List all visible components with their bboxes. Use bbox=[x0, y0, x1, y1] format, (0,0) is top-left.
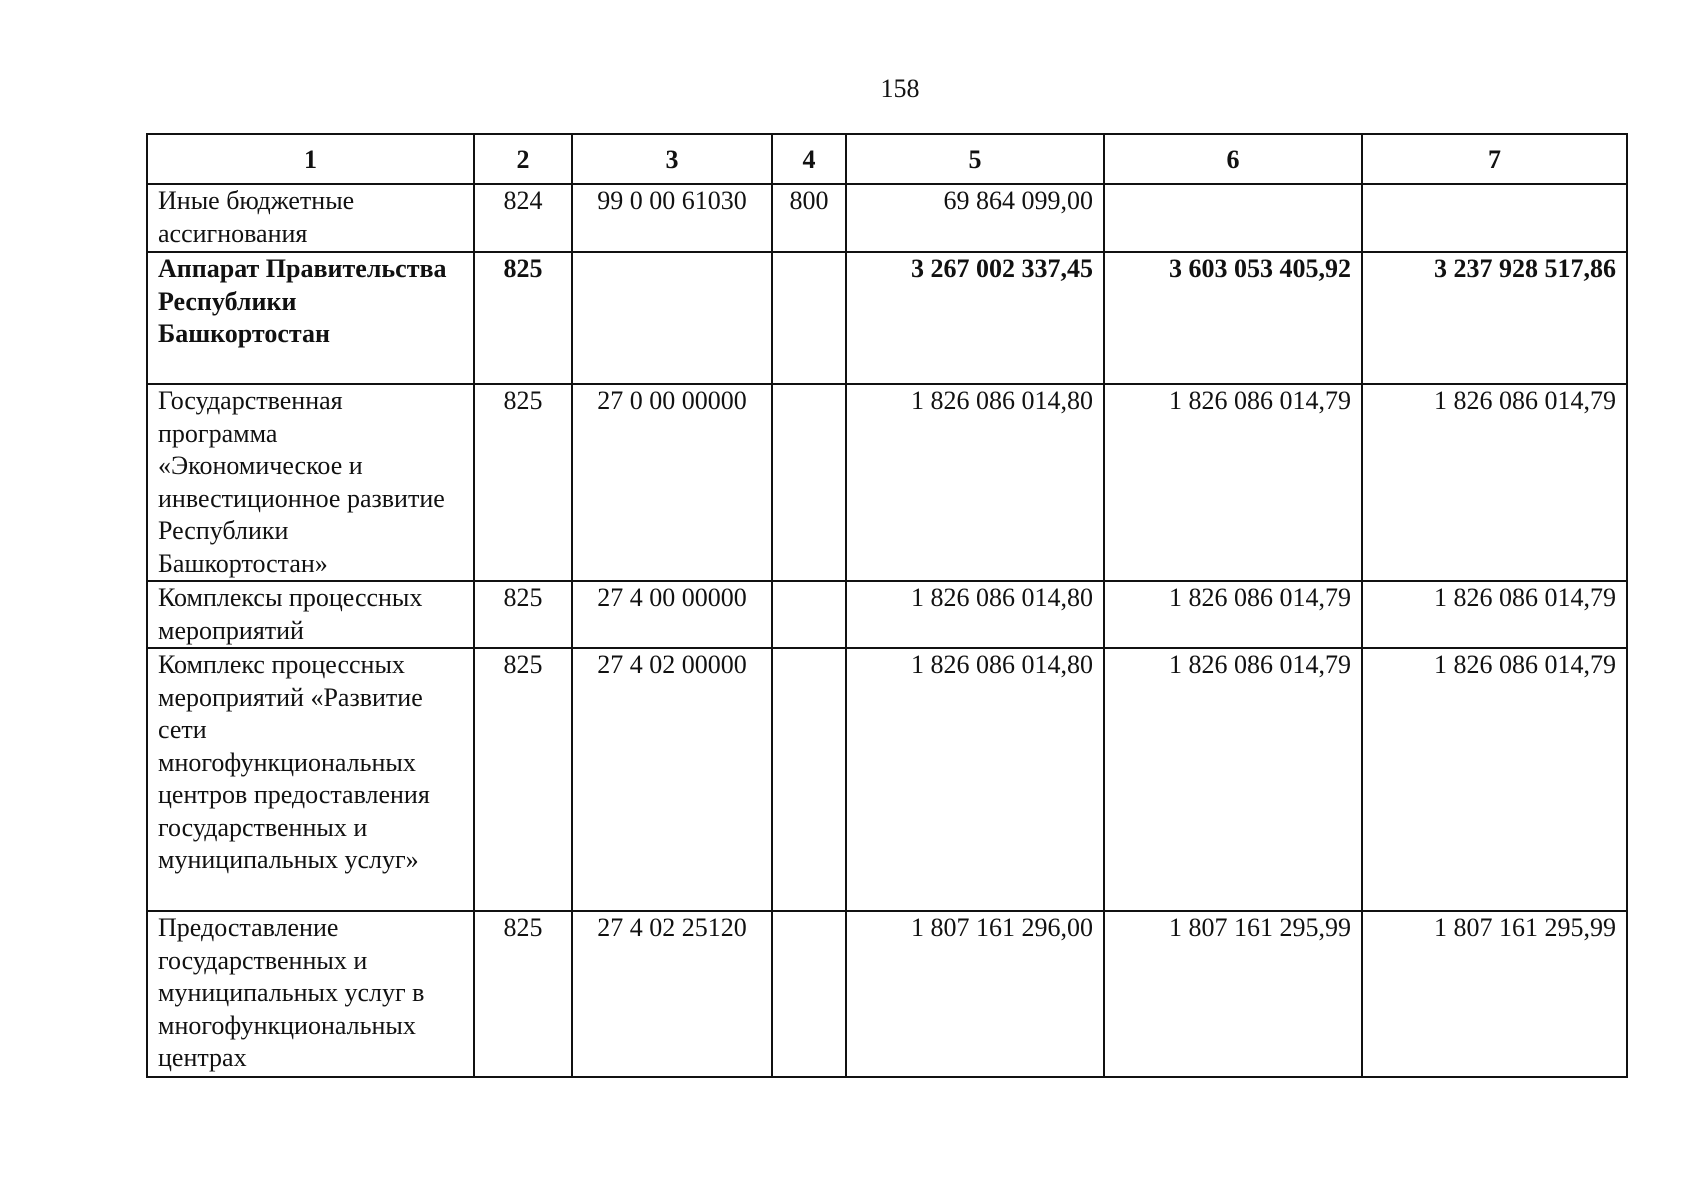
amount-year-2: 1 826 086 014,79 bbox=[1104, 384, 1362, 581]
row-name: Комплекс процессных мероприятий «Развитие сети многофункциональных центров предоставления государственных и муниципальных услуг» bbox=[147, 648, 474, 911]
budget-table bbox=[146, 133, 1628, 1078]
amount-year-3 bbox=[1362, 184, 1627, 252]
target-code: 27 4 02 25120 bbox=[572, 911, 772, 1077]
amount-year-3: 1 826 086 014,79 bbox=[1362, 648, 1627, 911]
row-name: Комплексы процессных мероприятий bbox=[147, 581, 474, 648]
column-header: 3 bbox=[572, 134, 772, 184]
amount-year-3: 1 826 086 014,79 bbox=[1362, 384, 1627, 581]
amount-year-1: 69 864 099,00 bbox=[846, 184, 1104, 252]
expense-type-code: 800 bbox=[772, 184, 846, 252]
target-code: 27 4 00 00000 bbox=[572, 581, 772, 648]
table-header-row bbox=[147, 134, 1627, 184]
target-code: 27 4 02 00000 bbox=[572, 648, 772, 911]
table-row bbox=[147, 911, 1627, 1077]
amount-year-3: 1 826 086 014,79 bbox=[1362, 581, 1627, 648]
column-header: 4 bbox=[772, 134, 846, 184]
amount-year-1: 3 267 002 337,45 bbox=[846, 252, 1104, 384]
table-row bbox=[147, 648, 1627, 911]
expense-type-code bbox=[772, 581, 846, 648]
column-header: 1 bbox=[147, 134, 474, 184]
column-header: 2 bbox=[474, 134, 572, 184]
amount-year-3: 1 807 161 295,99 bbox=[1362, 911, 1627, 1077]
amount-year-1: 1 807 161 296,00 bbox=[846, 911, 1104, 1077]
expense-type-code bbox=[772, 911, 846, 1077]
amount-year-2: 3 603 053 405,92 bbox=[1104, 252, 1362, 384]
row-name: Иные бюджетные ассигнования bbox=[147, 184, 474, 252]
amount-year-2: 1 807 161 295,99 bbox=[1104, 911, 1362, 1077]
expense-type-code bbox=[772, 648, 846, 911]
amount-year-2 bbox=[1104, 184, 1362, 252]
ministry-code: 825 bbox=[474, 911, 572, 1077]
table-row bbox=[147, 581, 1627, 648]
table-row bbox=[147, 252, 1627, 384]
row-name: Государственная программа «Экономическое и инвестиционное развитие Республики Башкортостан» bbox=[147, 384, 474, 581]
table-row bbox=[147, 184, 1627, 252]
row-name: Аппарат Правительства Республики Башкортостан bbox=[147, 252, 474, 384]
amount-year-1: 1 826 086 014,80 bbox=[846, 648, 1104, 911]
ministry-code: 825 bbox=[474, 648, 572, 911]
target-code: 27 0 00 00000 bbox=[572, 384, 772, 581]
table-row bbox=[147, 384, 1627, 581]
ministry-code: 825 bbox=[474, 581, 572, 648]
amount-year-2: 1 826 086 014,79 bbox=[1104, 648, 1362, 911]
ministry-code: 825 bbox=[474, 384, 572, 581]
target-code bbox=[572, 252, 772, 384]
target-code: 99 0 00 61030 bbox=[572, 184, 772, 252]
expense-type-code bbox=[772, 252, 846, 384]
column-header: 6 bbox=[1104, 134, 1362, 184]
column-header: 5 bbox=[846, 134, 1104, 184]
expense-type-code bbox=[772, 384, 846, 581]
ministry-code: 825 bbox=[474, 252, 572, 384]
row-name: Предоставление государственных и муниципальных услуг в многофункциональных центрах bbox=[147, 911, 474, 1077]
amount-year-2: 1 826 086 014,79 bbox=[1104, 581, 1362, 648]
ministry-code: 824 bbox=[474, 184, 572, 252]
amount-year-1: 1 826 086 014,80 bbox=[846, 581, 1104, 648]
column-header: 7 bbox=[1362, 134, 1627, 184]
page-number: 158 bbox=[880, 74, 920, 103]
amount-year-3: 3 237 928 517,86 bbox=[1362, 252, 1627, 384]
amount-year-1: 1 826 086 014,80 bbox=[846, 384, 1104, 581]
